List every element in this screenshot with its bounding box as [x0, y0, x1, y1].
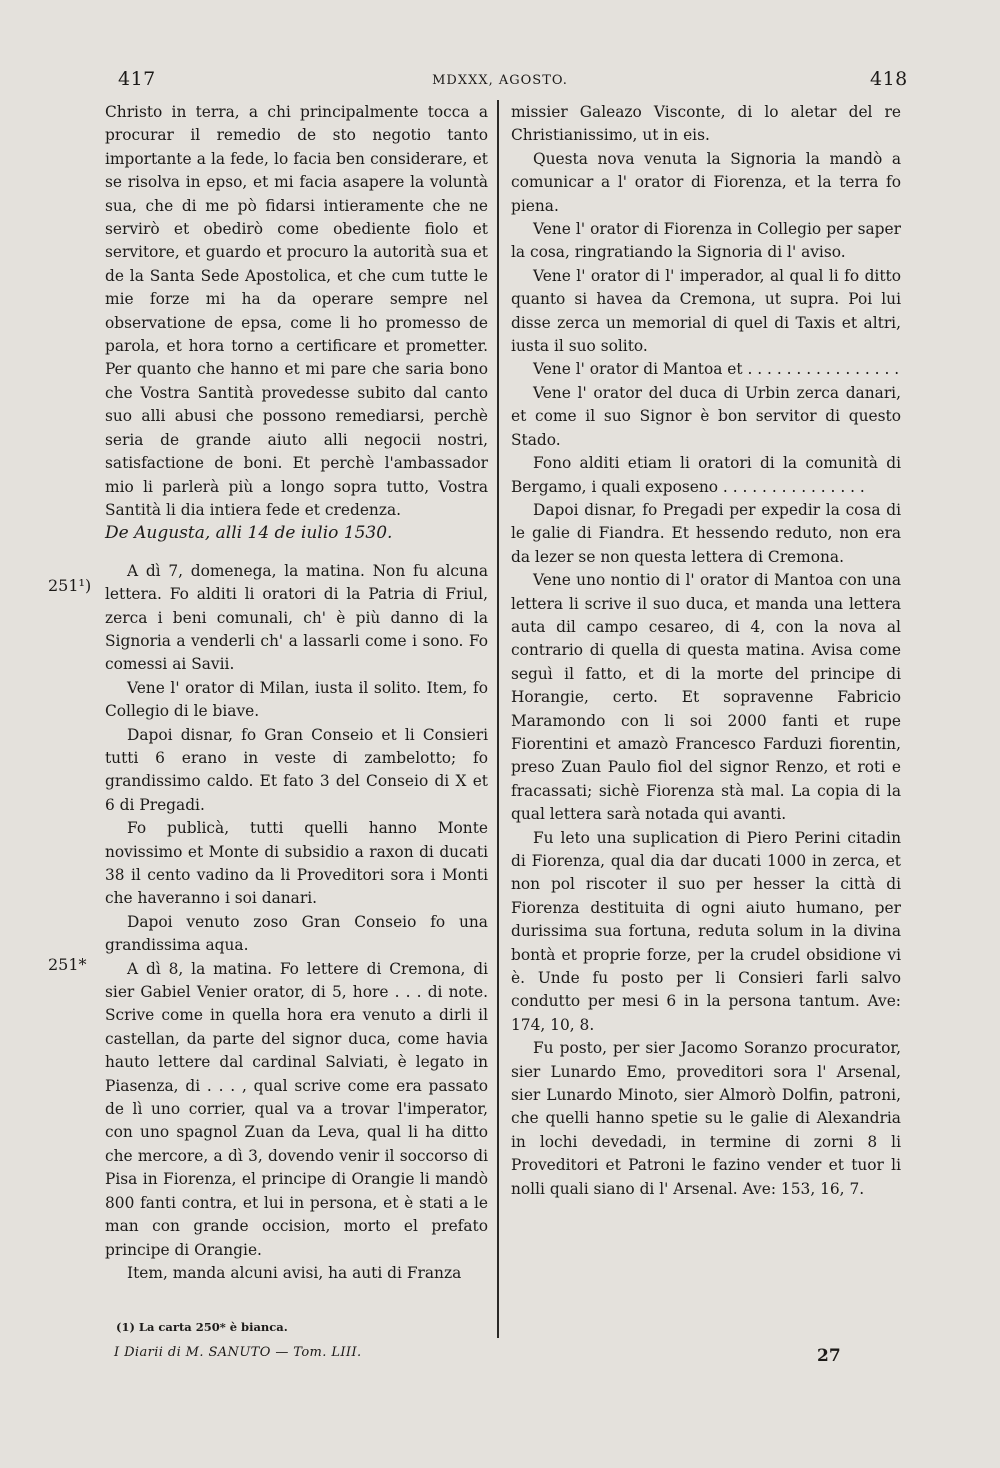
left-paragraph-5: Fo publicà, tutti quelli hanno Monte novissimo et Monte di subsidio a raxon di ducati 38 il cento vadino da li Proveditori sora i Monti che haveranno i soi danari.	[105, 819, 488, 908]
left-paragraph-6: Dapoi venuto zoso Gran Conseio fo una grandissima aqua.	[105, 912, 488, 955]
right-paragraph-8: Dapoi disnar, fo Pregadi per expedir la cosa di le galie di Fiandra. Et hessendo reduto, non era da lezer se non questa lettera di Cremona.	[511, 500, 901, 566]
right-paragraph-4: Vene l' orator di l' imperador, al qual li fo ditto quanto si havea da Cremona, ut supra. Poi lui disse zerca un memorial di quel di Taxis et altri, iusta il suo solito.	[511, 266, 901, 356]
right-paragraph-9: Vene uno nontio di l' orator di Mantoa con una lettera li scrive il suo duca, et manda una lettera auta dil campo cesareo, di 4, con la nova al contrario di quella di questa matina. Avisa come seguì il fatto, et di la morte del principe di Horangie, certo. Et sopravenne Fabricio Maramondo con li soi 2000 fanti et rupe Fiorentini et amazò Francesco Farduzi fiorentin, preso Zuan Paulo fiol del signor Renzo, et roti e fracassati; sichè Fiorenza stà mal. La copia di la qual lettera sarà notada qui avanti.	[511, 571, 901, 824]
page-number-left: 417	[118, 68, 156, 90]
left-paragraph-8: Item, manda alcuni avisi, ha auti di Franza	[127, 1263, 462, 1282]
left-paragraph-2: A dì 7, domenega, la matina. Non fu alcuna lettera. Fo alditi li oratori di la Patria di Friul, zerca i beni comunali, ch' è più danno di la Signoria a venderli ch' a lassarli come i sono. Fo comessi ai Savii.	[105, 561, 488, 674]
right-paragraph-5: Vene l' orator di Mantoa et . . . . . . . . . . . . . . . .	[533, 360, 900, 379]
left-column	[105, 101, 488, 1285]
running-title: MDXXX, AGOSTO.	[432, 73, 568, 88]
margin-note-251-1: 251¹)	[48, 576, 92, 595]
left-paragraph-3: Vene l' orator di Milan, iusta il solito. Item, fo Collegio di le biave.	[105, 678, 488, 721]
right-paragraph-10: Fu leto una suplication di Piero Perini citadin di Fiorenza, qual dia dar ducati 1000 in zerca, et non pol riscoter il suo per hesser la città di Fiorenza destituita di ogni aiuto humano, per durissima sua fortuna, reduta solum in la divina bontà et proprie forze, per la crudel obsidione vi è. Unde fu posto per li Consieri farli salvo condutto per mesi 6 in la persona tantum. Ave: 174, 10, 8.	[511, 828, 901, 1034]
right-paragraph-3: Vene l' orator di Fiorenza in Collegio per saper la cosa, ringratiando la Signoria di l' aviso.	[511, 220, 901, 262]
margin-note-251-star: 251*	[48, 955, 87, 974]
page-number-right: 418	[870, 68, 908, 90]
column-divider	[497, 100, 499, 1338]
letter-date-line: De Augusta, alli 14 de iulio 1530.	[105, 523, 393, 544]
right-paragraph-1: missier Galeazo Visconte, di lo aletar del re Christianissimo, ut in eis.	[511, 103, 901, 145]
left-paragraph-7: A dì 8, la matina. Fo lettere di Cremona, di sier Gabiel Venier orator, di 5, hore . . . di note. Scrive come in quella hora era venuto a dirli il castellan, da parte del signor duca, come havia hauto lettere dal cardinal Salviati, è legato in Piasenza, di . . . , qual scrive come era passato de lì uno corrier, qual va a trovar l'imperator, con uno spagnol Zuan da Leva, qual li ha ditto che mercore, a dì 3, dovendo venir il soccorso di Pisa in Fiorenza, el principe di Orangie li mandò 800 fanti contra, et lui in persona, et è stati a le man con grande occision, morto el prefato principe di Orangie.	[105, 959, 488, 1259]
left-paragraph-4: Dapoi disnar, fo Gran Conseio et li Consieri tutti 6 erano in veste di zambelotto; fo grandissimo caldo. Et fato 3 del Conseio di X et 6 di Pregadi.	[105, 725, 488, 814]
right-paragraph-11: Fu posto, per sier Jacomo Soranzo procurator, sier Lunardo Emo, proveditori sora l' Arsenal, sier Lunardo Minoto, sier Almorò Dolfin, patroni, che quelli hanno spetie su le galie di Alexandria in lochi devedadi, in termine di zorni 8 li Proveditori et Patroni le fazino vender et tuor li nolli quali siano di l' Arsenal. Ave: 153, 16, 7.	[511, 1039, 901, 1198]
footnote: (1) La carta 250* è bianca.	[116, 1320, 288, 1334]
right-paragraph-7: Fono alditi etiam li oratori di la comunità di Bergamo, i quali exposeno . . . . . . . . . . . . . . .	[511, 454, 901, 496]
right-column	[511, 101, 901, 1201]
right-paragraph-2: Questa nova venuta la Signoria la mandò a comunicar a l' orator di Fiorenza, et la terra fo piena.	[511, 149, 901, 215]
signature-number: 27	[817, 1346, 841, 1366]
right-paragraph-6: Vene l' orator del duca di Urbin zerca danari, et come il suo Signor è bon servitor di questo Stado.	[511, 383, 901, 449]
footer-citation: I Diarii di M. SANUTO — Tom. LIII.	[114, 1345, 362, 1360]
left-paragraph-1: Christo in terra, a chi principalmente tocca a procurar il remedio de sto negotio tanto importante a la fede, lo facia ben considerare, et se risolva in epso, et mi facia asapere la voluntà sua, che di me pò fidarsi intieramente che ne servirò et obedirò come obediente fiolo et servitore, et guardo et procuro la autorità sua et de la Santa Sede Apostolica, et che cum tutte le mie forze mi ha da operare sempre nel observatione de epsa, come li ho promesso de parola, et hora torno a certificare et prometter. Per quanto che hanno et mi pare che saria bono che Vostra Santità provedesse subito dal canto suo alli abusi che possono remediarsi, perchè seria de grande aiuto alli negocii nostri, satisfactione de boni. Et perchè l'ambassador mio li parlerà più a longo sopra tutto, Vostra Santità li dia intiera fede et credenza.	[105, 103, 488, 519]
